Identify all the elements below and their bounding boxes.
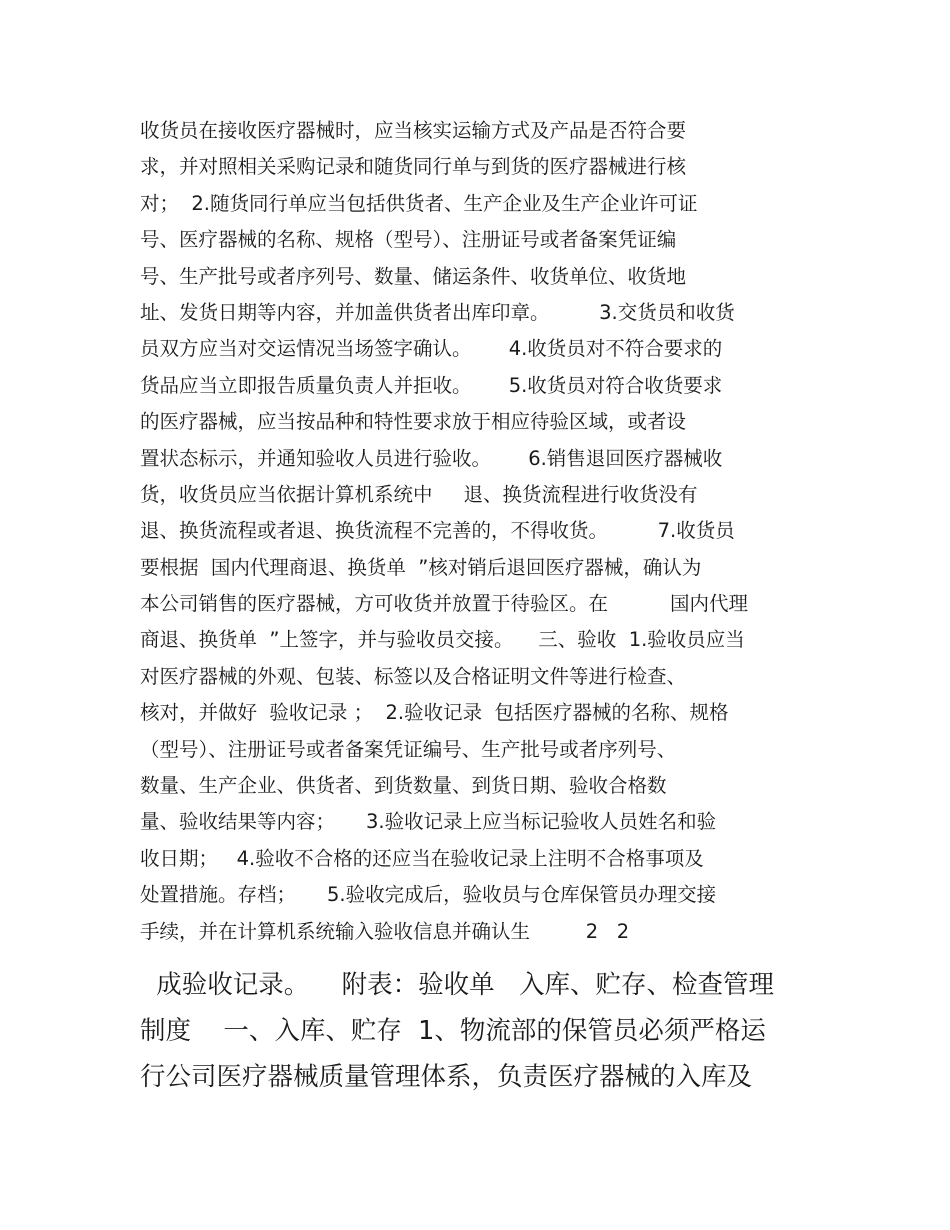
- text-line: 手续，并在计算机系统输入验收信息并确认生 2 2: [140, 919, 630, 943]
- text-line: 置状态标示，并通知验收人员进行验收。 6.销售退回医疗器械收: [140, 446, 723, 470]
- text-line: 商退、换货单 ”上签字，并与验收员交接。 三、验收 1.验收员应当: [140, 628, 745, 652]
- body-text-small: [140, 113, 820, 950]
- text-line: 的医疗器械，应当按品种和特性要求放于相应待验区域，或者设: [140, 410, 687, 434]
- text-line: 本公司销售的医疗器械，方可收货并放置于待验区。在 国内代理: [140, 592, 748, 616]
- text-line: 货品应当立即报告质量负责人并拒收。 5.收货员对符合收货要求: [140, 373, 723, 397]
- text-line: 行公司医疗器械质量管理体系，负责医疗器械的入库及: [140, 1062, 753, 1092]
- text-line: 数量、生产企业、供货者、到货数量、到货日期、验收合格数: [140, 774, 667, 798]
- text-line: 处置措施。存档； 5.验收完成后，验收员与仓库保管员办理交接: [140, 883, 717, 907]
- text-line: 号、医疗器械的名称、规格（型号）、注册证号或者备案凭证编: [140, 228, 677, 252]
- text-line: 退、换货流程或者退、换货流程不完善的，不得收货。 7.收货员: [140, 519, 735, 543]
- text-line: 制度 一、入库、贮存 1、物流部的保管员必须严格运: [140, 1016, 766, 1046]
- text-line: 货，收货员应当依据计算机系统中 退、换货流程进行收货没有: [140, 482, 698, 506]
- text-line: 核对，并做好 验收记录 ； 2.验收记录 包括医疗器械的名称、规格: [140, 701, 729, 725]
- text-line: 收货员在接收医疗器械时，应当核实运输方式及产品是否符合要: [140, 119, 687, 142]
- text-line: 成验收记录。 附表：验收单 入库、贮存、检查管理: [140, 970, 774, 1000]
- text-line: 号、生产批号或者序列号、数量、储运条件、收货单位、收货地: [140, 264, 687, 288]
- text-line: 收日期； 4.验收不合格的还应当在验收记录上注明不合格事项及: [140, 846, 704, 870]
- text-line: （型号）、注册证号或者备案凭证编号、生产批号或者序列号、: [140, 737, 677, 761]
- text-line: 员双方应当对交运情况当场签字确认。 4.收货员对不符合要求的: [140, 337, 723, 361]
- text-line: 址、发货日期等内容，并加盖供货者出库印章。 3.交货员和收货: [140, 300, 735, 324]
- text-line: 对； 2.随货同行单应当包括供货者、生产企业及生产企业许可证: [140, 191, 698, 215]
- text-line: 求，并对照相关采购记录和随货同行单与到货的医疗器械进行核: [140, 155, 687, 179]
- text-line: 要根据 国内代理商退、换货单 ”核对销后退回医疗器械，确认为: [140, 555, 702, 579]
- text-line: 对医疗器械的外观、包装、标签以及合格证明文件等进行检查、: [140, 664, 687, 688]
- text-line: 量、验收结果等内容； 3.验收记录上应当标记验收人员姓名和验: [140, 810, 717, 834]
- body-text-large: [140, 962, 820, 1100]
